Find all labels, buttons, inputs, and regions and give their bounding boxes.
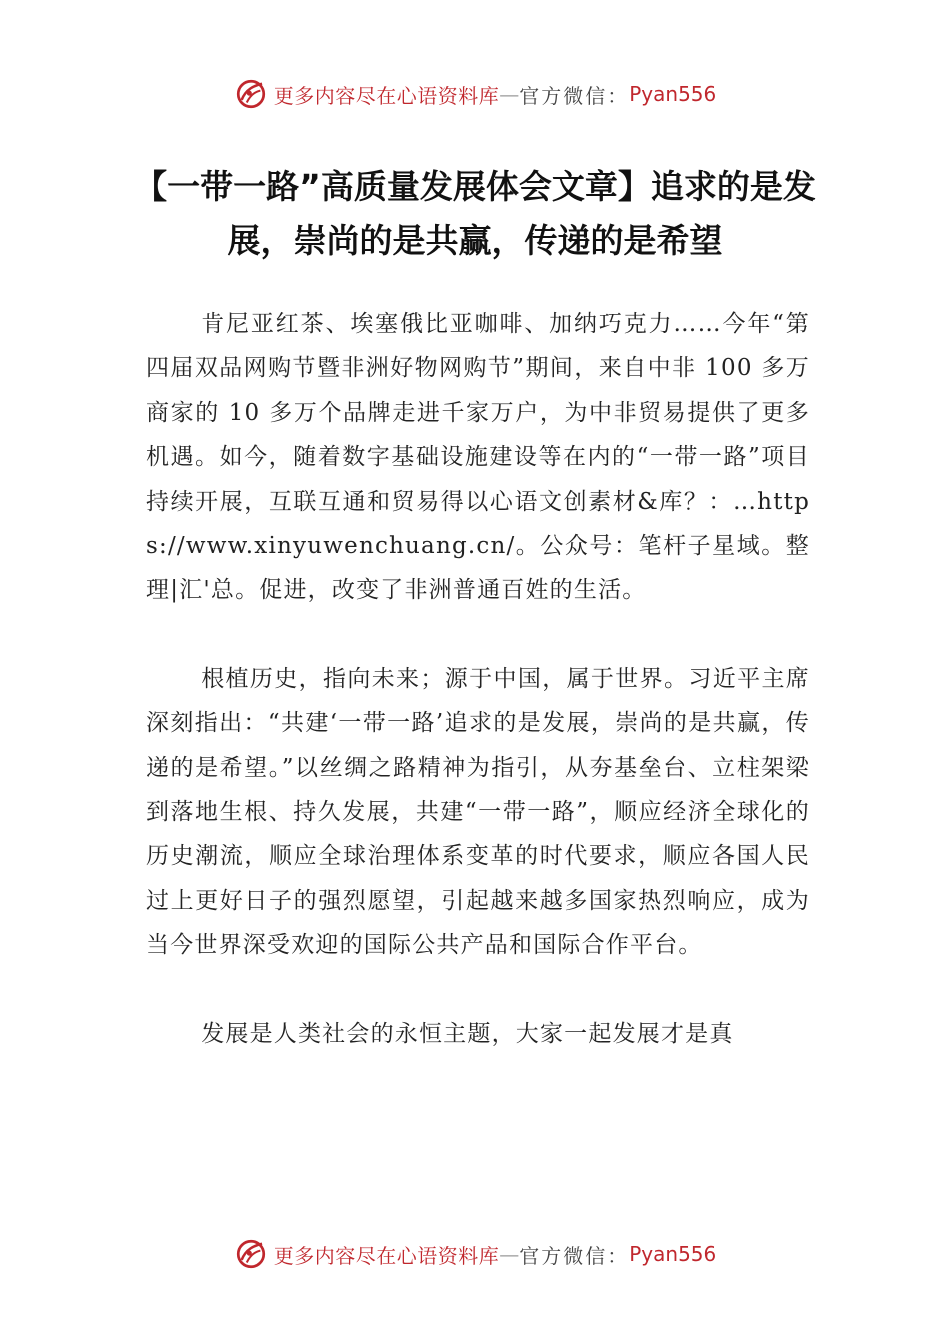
document-body — [146, 302, 810, 1100]
paragraph-2: 根植历史，指向未来；源于中国，属于世界。习近平主席深刻指出：“共建‘一带一路’追求的是发展，崇尚的是共赢，传递的是希望。”以丝绸之路精神为指引，从夯基垒台、立柱架梁到落地生根、持久发展，共建“一带一路”，顺应经济全球化的历史潮流，顺应全球治理体系变革的时代要求，顺应各国人民过上更好日子的强烈愿望，引起越来越多国家热烈响应，成为当今世界深受欢迎的国际公共产品和国际合作平台。 — [146, 665, 810, 959]
footer-wechat-id: Pyan556 — [629, 1242, 717, 1266]
footer-separator: — — [499, 1242, 520, 1266]
red-swirl-logo-icon — [234, 77, 268, 111]
header-separator: — — [499, 82, 520, 106]
page-header — [0, 74, 950, 114]
header-wechat-label: 官方微信： — [519, 83, 630, 108]
paragraph-1: 肯尼亚红茶、埃塞俄比亚咖啡、加纳巧克力……今年“第四届双品网购节暨非洲好物网购节”期间，来自中非 100 多万商家的 10 多万个品牌走进千家万户，为中非贸易提供了更多机遇。如今，随着数字基础设施建设等在内的“一带一路”项目持续开展，互联互通和贸易得以心语文创素材&库？：…https://www.xinyuwenchuang.cn/。公众号：笔杆子星域。整理|汇'总。促进，改变了非洲普通百姓的生活。 — [146, 311, 810, 604]
paragraph-3: 发展是人类社会的永恒主题，大家一起发展才是真 — [201, 1020, 734, 1047]
footer-promo-text: 更多内容尽在心语资料库 — [273, 1243, 500, 1268]
red-swirl-logo-icon — [234, 1237, 268, 1271]
header-promo-text: 更多内容尽在心语资料库 — [273, 83, 500, 108]
page-footer — [0, 1234, 950, 1274]
header-wechat-id: Pyan556 — [629, 82, 717, 106]
footer-wechat-label: 官方微信： — [519, 1243, 630, 1268]
document-title: 【一带一路”高质量发展体会文章】追求的是发展，崇尚的是共赢，传递的是希望 — [134, 167, 816, 260]
